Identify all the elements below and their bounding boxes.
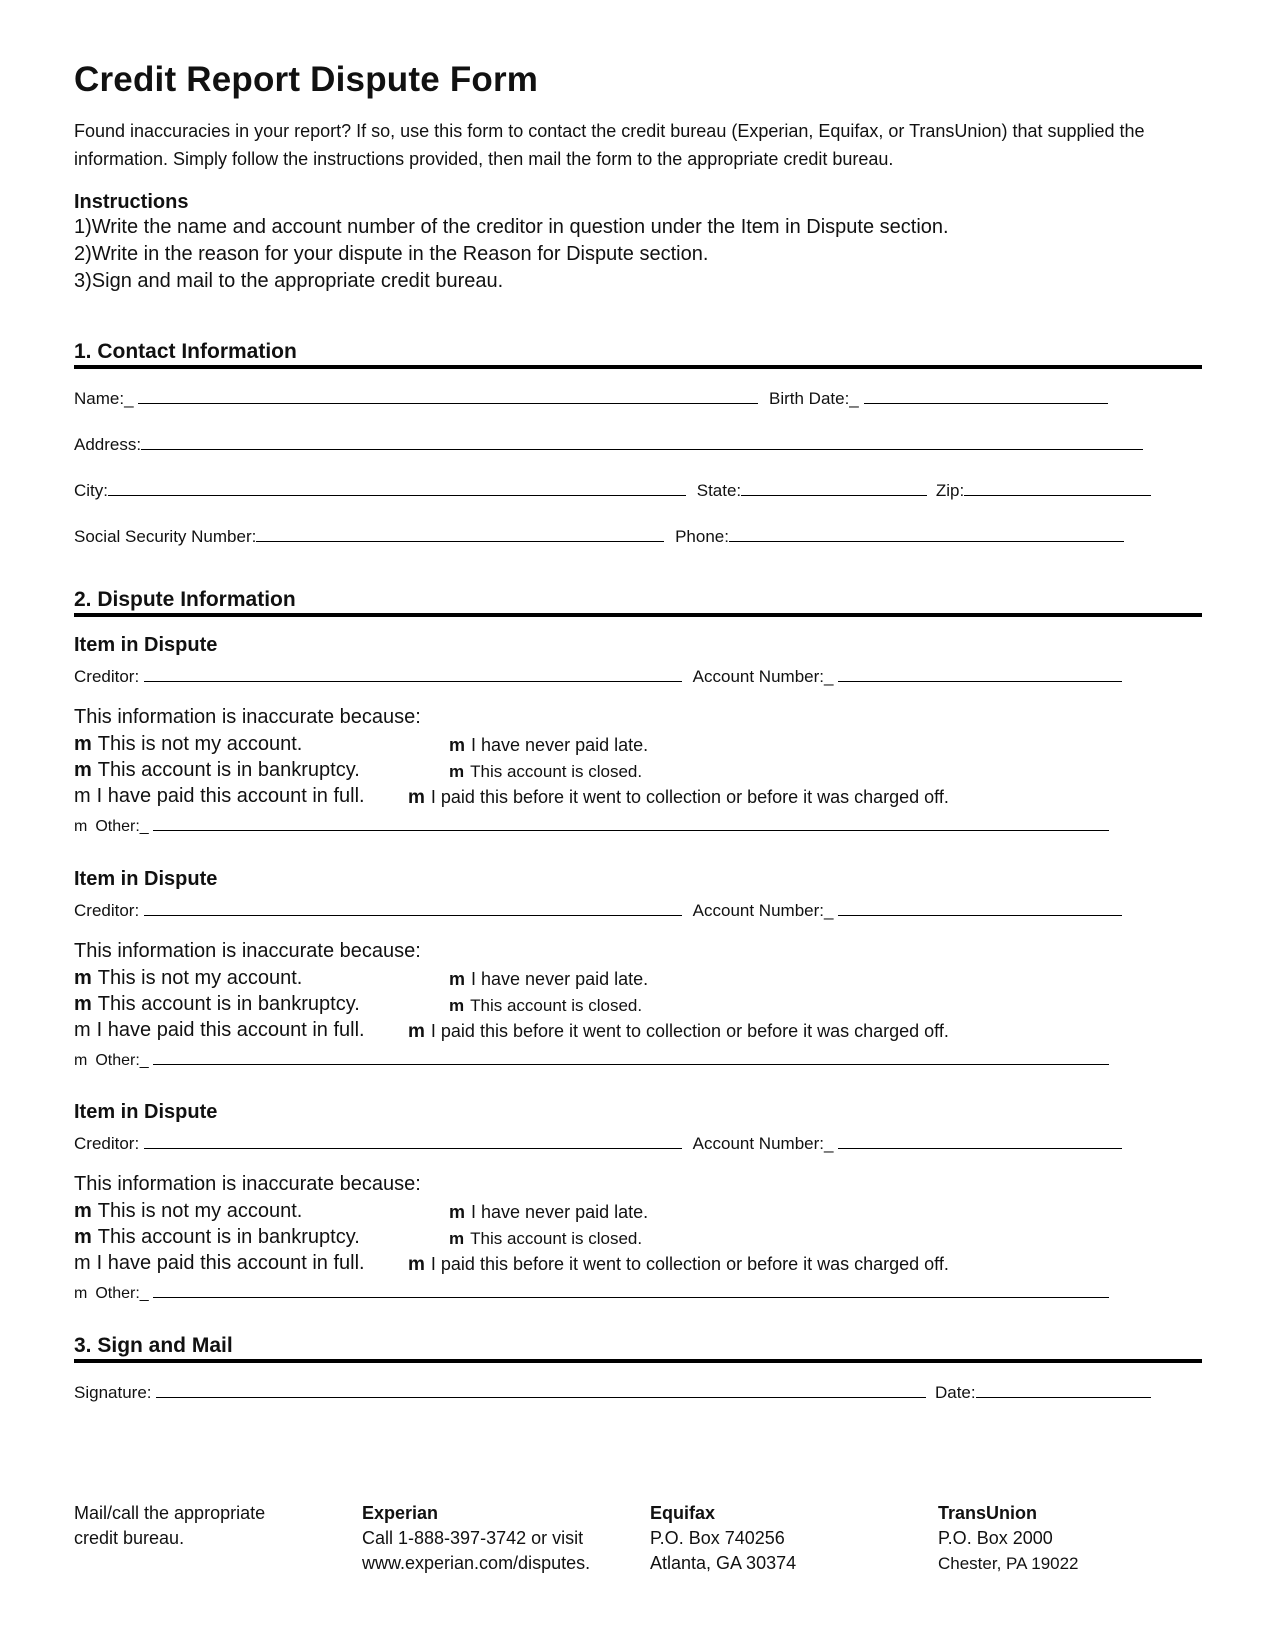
instruction-step: 2)Write in the reason for your dispute in the Reason for Dispute section. (74, 243, 709, 265)
address-row (74, 432, 1143, 455)
creditor-row (74, 898, 1122, 921)
account-number-label: Account Number:_ (692, 1134, 834, 1153)
option-paid-in-full[interactable] (74, 1252, 365, 1275)
transunion-block (938, 1501, 1079, 1576)
equifax-name: Equifax (650, 1503, 716, 1523)
reason-intro: This information is inaccurate because: (74, 940, 421, 962)
account-number-label: Account Number:_ (692, 901, 834, 920)
instructions-title: Instructions (74, 191, 189, 213)
account-number-field[interactable] (838, 664, 1122, 682)
option-never-paid-late[interactable] (449, 969, 648, 990)
option-account-closed[interactable] (449, 762, 642, 782)
phone-label: Phone: (675, 527, 729, 546)
name-field[interactable] (138, 386, 758, 404)
experian-name: Experian (362, 1503, 439, 1523)
checkbox-icon[interactable]: m (74, 818, 88, 835)
checkbox-icon[interactable]: m (74, 967, 92, 989)
checkbox-icon[interactable]: m (74, 993, 92, 1015)
account-number-label: Account Number:_ (692, 667, 834, 686)
checkbox-icon[interactable]: m (74, 1052, 88, 1069)
option-label: This account is in bankruptcy. (97, 759, 360, 781)
checkbox-icon[interactable]: m (74, 759, 92, 781)
creditor-label: Creditor: (74, 667, 140, 686)
option-label: This account is in bankruptcy. (97, 993, 360, 1015)
option-label: I paid this before it went to collection or before it was charged off. (430, 1021, 949, 1041)
option-label: I paid this before it went to collection or before it was charged off. (430, 787, 949, 807)
item-title: Item in Dispute (74, 868, 218, 890)
option-never-paid-late[interactable] (449, 1202, 648, 1223)
creditor-field[interactable] (144, 1131, 682, 1149)
other-row (74, 813, 1109, 836)
checkbox-icon[interactable]: m (449, 996, 465, 1015)
option-paid-in-full[interactable] (74, 785, 365, 808)
creditor-row (74, 664, 1122, 687)
option-never-paid-late[interactable] (449, 735, 648, 756)
city-row (74, 478, 1151, 501)
address-field[interactable] (141, 432, 1143, 450)
option-not-my-account[interactable] (74, 967, 302, 990)
equifax-box: P.O. Box 740256 (650, 1528, 785, 1548)
option-label: I paid this before it went to collection or before it was charged off. (430, 1254, 949, 1274)
signature-label: Signature: (74, 1383, 152, 1402)
option-bankruptcy[interactable] (74, 1226, 360, 1249)
option-label: This account is in bankruptcy. (97, 1226, 360, 1248)
account-number-field[interactable] (838, 1131, 1122, 1149)
reason-intro: This information is inaccurate because: (74, 706, 421, 728)
ssn-label: Social Security Number: (74, 527, 257, 546)
page-title: Credit Report Dispute Form (74, 60, 539, 99)
option-bankruptcy[interactable] (74, 993, 360, 1016)
ssn-row (74, 524, 1124, 547)
checkbox-icon[interactable]: m (449, 1202, 466, 1222)
city-field[interactable] (108, 478, 686, 496)
checkbox-icon[interactable]: m (408, 1021, 425, 1042)
zip-label: Zip: (935, 481, 965, 500)
other-label: Other:_ (95, 1052, 149, 1069)
checkbox-icon[interactable]: m (408, 787, 425, 808)
reason-intro: This information is inaccurate because: (74, 1173, 421, 1195)
option-paid-before-collection[interactable] (408, 787, 949, 809)
date-label: Date: (934, 1383, 976, 1402)
creditor-field[interactable] (144, 898, 682, 916)
checkbox-icon[interactable]: m (74, 1285, 88, 1302)
creditor-label: Creditor: (74, 901, 140, 920)
item-title: Item in Dispute (74, 1101, 218, 1123)
account-number-field[interactable] (838, 898, 1122, 916)
option-label: I have never paid late. (471, 969, 649, 989)
option-label: This is not my account. (97, 967, 303, 989)
date-field[interactable] (976, 1380, 1151, 1398)
other-label: Other:_ (95, 1285, 149, 1302)
option-label: I have never paid late. (471, 1202, 649, 1222)
other-field[interactable] (153, 813, 1109, 831)
other-row (74, 1280, 1109, 1303)
transunion-city: Chester, PA 19022 (938, 1554, 1079, 1573)
form-page (74, 60, 1202, 295)
equifax-block (650, 1501, 796, 1576)
creditor-label: Creditor: (74, 1134, 140, 1153)
intro-text: Found inaccuracies in your report? If so, use this form to contact the credit bureau (Experian, Equifax, or TransUnion) that supplied the information. Simply follow the instructions provided, then mail the form to the appropriate credit bureau. (74, 121, 1145, 169)
signature-field[interactable] (156, 1380, 926, 1398)
name-row (74, 386, 1108, 409)
option-label: I have paid this account in full. (96, 1019, 365, 1041)
checkbox-icon[interactable]: m (74, 785, 91, 807)
option-account-closed[interactable] (449, 1229, 642, 1249)
mail-note (74, 1501, 265, 1551)
checkbox-icon[interactable]: m (74, 1200, 92, 1222)
address-label: Address: (74, 435, 142, 454)
equifax-city: Atlanta, GA 30374 (650, 1553, 797, 1573)
checkbox-icon[interactable]: m (74, 733, 92, 755)
option-label: This is not my account. (97, 1200, 303, 1222)
other-row (74, 1047, 1109, 1070)
item-title: Item in Dispute (74, 634, 218, 656)
option-label: This account is closed. (470, 996, 643, 1015)
other-field[interactable] (153, 1047, 1109, 1065)
instruction-step: 3)Sign and mail to the appropriate credit bureau. (74, 270, 504, 292)
option-account-closed[interactable] (449, 996, 642, 1016)
option-not-my-account[interactable] (74, 733, 302, 756)
instructions-list (74, 214, 1202, 295)
option-paid-in-full[interactable] (74, 1019, 365, 1042)
state-field[interactable] (741, 478, 927, 496)
name-label: Name:_ (74, 389, 134, 408)
transunion-name: TransUnion (938, 1503, 1038, 1523)
option-label: I have paid this account in full. (96, 1252, 365, 1274)
city-label: City: (74, 481, 108, 500)
creditor-field[interactable] (144, 664, 682, 682)
other-label: Other:_ (95, 818, 149, 835)
option-paid-before-collection[interactable] (408, 1021, 949, 1043)
checkbox-icon[interactable]: m (74, 1226, 92, 1248)
checkbox-icon[interactable]: m (449, 735, 466, 755)
mail-note-line: credit bureau. (74, 1528, 185, 1548)
checkbox-icon[interactable]: m (449, 969, 466, 989)
birth-date-label: Birth Date:_ (769, 389, 859, 408)
option-label: This is not my account. (97, 733, 303, 755)
checkbox-icon[interactable]: m (449, 762, 465, 781)
mail-note-line: Mail/call the appropriate (74, 1503, 266, 1523)
birth-date-field[interactable] (864, 386, 1108, 404)
creditor-row (74, 1131, 1122, 1154)
other-field[interactable] (153, 1280, 1109, 1298)
checkbox-icon[interactable]: m (74, 1019, 91, 1041)
transunion-box: P.O. Box 2000 (938, 1528, 1053, 1548)
option-label: This account is closed. (470, 1229, 643, 1248)
option-label: This account is closed. (470, 762, 643, 781)
option-label: I have never paid late. (471, 735, 649, 755)
checkbox-icon[interactable]: m (74, 1252, 91, 1274)
ssn-field[interactable] (256, 524, 664, 542)
zip-field[interactable] (964, 478, 1151, 496)
experian-phone: Call 1-888-397-3742 or visit (362, 1528, 584, 1548)
experian-block (362, 1501, 590, 1576)
state-label: State: (696, 481, 742, 500)
option-bankruptcy[interactable] (74, 759, 360, 782)
option-paid-before-collection[interactable] (408, 1254, 949, 1276)
option-not-my-account[interactable] (74, 1200, 302, 1223)
signature-row (74, 1380, 1151, 1403)
checkbox-icon[interactable]: m (408, 1254, 425, 1275)
checkbox-icon[interactable]: m (449, 1229, 465, 1248)
dispute-heading: 2. Dispute Information (74, 588, 1202, 617)
sign-heading: 3. Sign and Mail (74, 1334, 1202, 1363)
contact-heading: 1. Contact Information (74, 340, 1202, 369)
experian-url[interactable]: www.experian.com/disputes. (362, 1553, 591, 1573)
phone-field[interactable] (729, 524, 1124, 542)
instruction-step: 1)Write the name and account number of the creditor in question under the Item in Dispute section. (74, 216, 949, 238)
option-label: I have paid this account in full. (96, 785, 365, 807)
